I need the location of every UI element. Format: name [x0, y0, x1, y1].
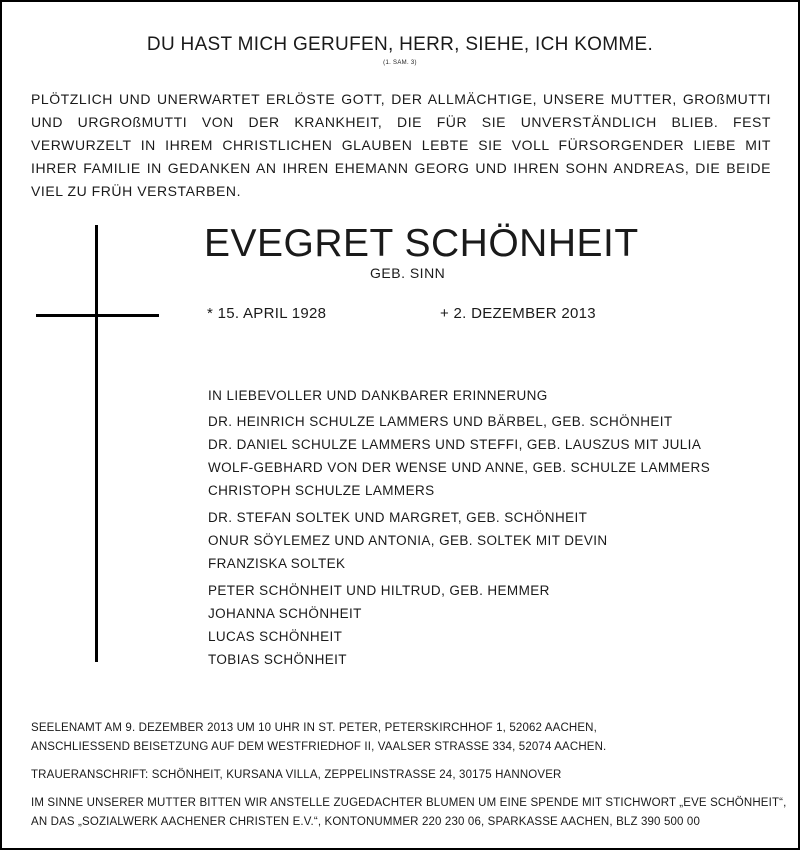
footer-line: TRAUERANSCHRIFT: SCHÖNHEIT, KURSANA VILLA, ZEPPELINSTRASSE 24, 30175 HANNOVER — [31, 769, 562, 781]
deceased-name: EVEGRET SCHÖNHEIT — [204, 222, 639, 265]
maiden-name: GEB. SINN — [370, 265, 446, 281]
notice-footer — [31, 719, 787, 841]
donation-info — [31, 794, 787, 832]
footer-line: SEELENAMT AM 9. DEZEMBER 2013 UM 10 UHR IN ST. PETER, PETERSKIRCHHOF 1, 52062 AACHEN, — [31, 722, 597, 734]
footer-line: AN DAS „SOZIALWERK AACHENER CHRISTEN E.V.“, KONTONUMMER 220 230 06, SPARKASSE AACHEN, BLZ 390 500 00 — [31, 816, 701, 828]
mourner-line: DR. DANIEL SCHULZE LAMMERS UND STEFFI, GEB. LAUSZUS MIT JULIA — [208, 437, 702, 452]
mourner-line: TOBIAS SCHÖNHEIT — [208, 652, 347, 667]
cross-icon-bar — [36, 314, 159, 317]
mourner-group — [208, 410, 768, 502]
service-info — [31, 719, 781, 757]
intro-paragraph: PLÖTZLICH UND UNERWARTET ERLÖSTE GOTT, DER ALLMÄCHTIGE, UNSERE MUTTER, GROßMUTTI UND URGROßMUTTI VON DER KRANKHEIT, DIE FÜR SIE UNVERSTÄNDLICH BLIEB. FEST VERWURZELT IN IHREM CHRISTLICHEN GLAUBEN LEBTE SIE VOLL FÜRSORGENDER LIEBE MIT IHRER FAMILIE IN GEDANKEN AN IHREN EHEMANN GEORG UND IHREN SOHN ANDREAS, DIE BEIDE VIEL ZU FRÜH VERSTARBEN. — [31, 91, 771, 199]
mourner-line: ONUR SÖYLEMEZ UND ANTONIA, GEB. SOLTEK MIT DEVIN — [208, 533, 608, 548]
mourner-line: DR. HEINRICH SCHULZE LAMMERS UND BÄRBEL, GEB. SCHÖNHEIT — [208, 414, 673, 429]
mourner-line: LUCAS SCHÖNHEIT — [208, 629, 343, 644]
mourner-line: WOLF-GEBHARD VON DER WENSE UND ANNE, GEB. SCHULZE LAMMERS — [208, 460, 711, 475]
mourner-group — [208, 506, 768, 575]
mourners-heading: IN LIEBEVOLLER UND DANKBARER ERINNERUNG — [208, 388, 548, 403]
footer-line: IM SINNE UNSERER MUTTER BITTEN WIR ANSTELLE ZUGEDACHTER BLUMEN UM EINE SPENDE MIT STICHWORT „EVE SCHÖNHEIT“, — [31, 797, 787, 809]
mourner-line: JOHANNA SCHÖNHEIT — [208, 606, 362, 621]
birth-date: * 15. APRIL 1928 — [207, 305, 327, 322]
mourner-group — [208, 579, 768, 671]
cross-icon — [95, 225, 98, 662]
death-date: + 2. DEZEMBER 2013 — [440, 305, 596, 322]
mourners-list — [208, 384, 768, 671]
bible-verse-reference: (1. SAM. 3) — [383, 60, 417, 66]
bible-verse: DU HAST MICH GERUFEN, HERR, SIEHE, ICH KOMME. — [146, 34, 654, 55]
mourner-line: FRANZISKA SOLTEK — [208, 556, 346, 571]
mourner-line: PETER SCHÖNHEIT UND HILTRUD, GEB. HEMMER — [208, 583, 550, 598]
mourner-line: CHRISTOPH SCHULZE LAMMERS — [208, 483, 435, 498]
footer-line: ANSCHLIESSEND BEISETZUNG AUF DEM WESTFRIEDHOF II, VAALSER STRASSE 334, 52074 AACHEN. — [31, 741, 607, 753]
mourning-address — [31, 766, 781, 785]
mourner-line: DR. STEFAN SOLTEK UND MARGRET, GEB. SCHÖNHEIT — [208, 510, 588, 525]
